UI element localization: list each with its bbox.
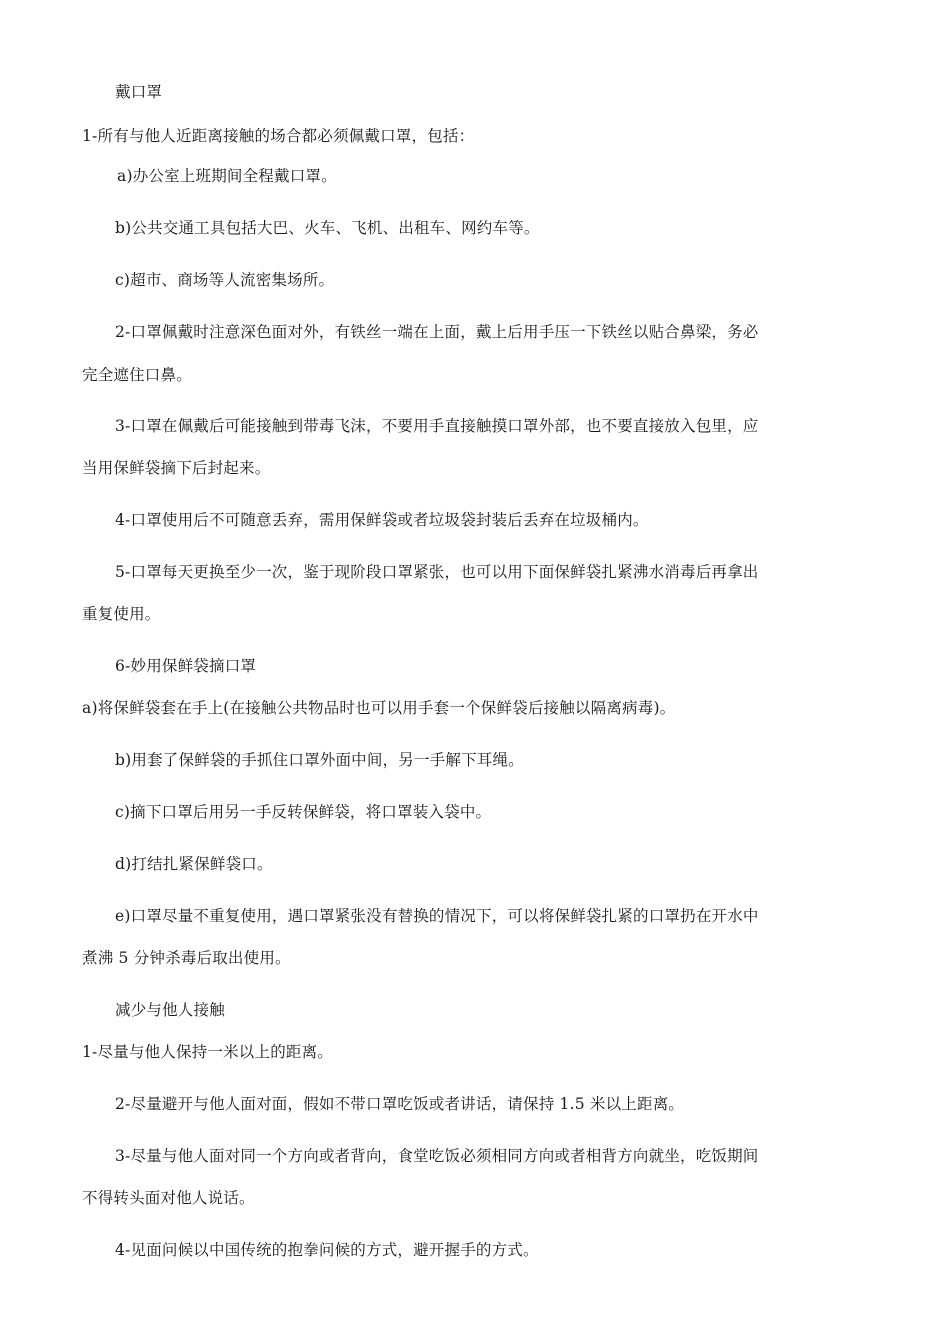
- list-item-line: e)口罩尽量不重复使用，遇口罩紧张没有替换的情况下，可以将保鲜袋扎紧的口罩扔在开水中: [115, 907, 759, 925]
- list-item-line: b)公共交通工具包括大巴、火车、飞机、出租车、网约车等。: [115, 219, 540, 237]
- paragraph-line: 4-见面问候以中国传统的抱拳问候的方式，避开握手的方式。: [115, 1241, 539, 1259]
- paragraph-line: 3-口罩在佩戴后可能接触到带毒飞沫，不要用手直接触摸口罩外部，也不要直接放入包里，应: [115, 417, 759, 435]
- list-item-line: d)打结扎紧保鲜袋口。: [115, 855, 273, 873]
- paragraph-line: 2-尽量避开与他人面对面，假如不带口罩吃饭或者讲话，请保持 1.5 米以上距离。: [115, 1095, 685, 1113]
- paragraph-line: 不得转头面对他人说话。: [82, 1189, 255, 1207]
- paragraph-line: 4-口罩使用后不可随意丢弃，需用保鲜袋或者垃圾袋封装后丢弃在垃圾桶内。: [115, 511, 649, 529]
- paragraph-line: 完全遮住口鼻。: [82, 366, 192, 384]
- list-item-line: c)超市、商场等人流密集场所。: [115, 271, 335, 289]
- list-item-line: c)摘下口罩后用另一手反转保鲜袋，将口罩装入袋中。: [115, 803, 492, 821]
- list-item-line: 煮沸 5 分钟杀毒后取出使用。: [82, 949, 291, 967]
- paragraph-line: 当用保鲜袋摘下后封起来。: [82, 459, 271, 477]
- list-item-line: b)用套了保鲜袋的手抓住口罩外面中间，另一手解下耳绳。: [115, 751, 524, 769]
- section-heading-contact: 减少与他人接触: [115, 1001, 225, 1019]
- section-heading-mask: 戴口罩: [115, 83, 163, 101]
- paragraph-line: 3-尽量与他人面对同一个方向或者背向，食堂吃饭必须相同方向或者相背方向就坐，吃饭期间: [115, 1147, 759, 1165]
- list-item-line: a)办公室上班期间全程戴口罩。: [117, 167, 337, 185]
- paragraph-line: 1-尽量与他人保持一米以上的距离。: [82, 1043, 333, 1061]
- subsection-heading: 6-妙用保鲜袋摘口罩: [115, 657, 257, 675]
- paragraph-line: 重复使用。: [82, 605, 161, 623]
- paragraph-line: 2-口罩佩戴时注意深色面对外，有铁丝一端在上面，戴上后用手压一下铁丝以贴合鼻梁，务必: [115, 323, 759, 341]
- paragraph-line: 1-所有与他人近距离接触的场合都必须佩戴口罩，包括：: [82, 127, 475, 145]
- paragraph-line: 5-口罩每天更换至少一次，鉴于现阶段口罩紧张，也可以用下面保鲜袋扎紧沸水消毒后再拿出: [115, 563, 759, 581]
- list-item-line: a)将保鲜袋套在手上(在接触公共物品时也可以用手套一个保鲜袋后接触以隔离病毒)。: [82, 699, 676, 717]
